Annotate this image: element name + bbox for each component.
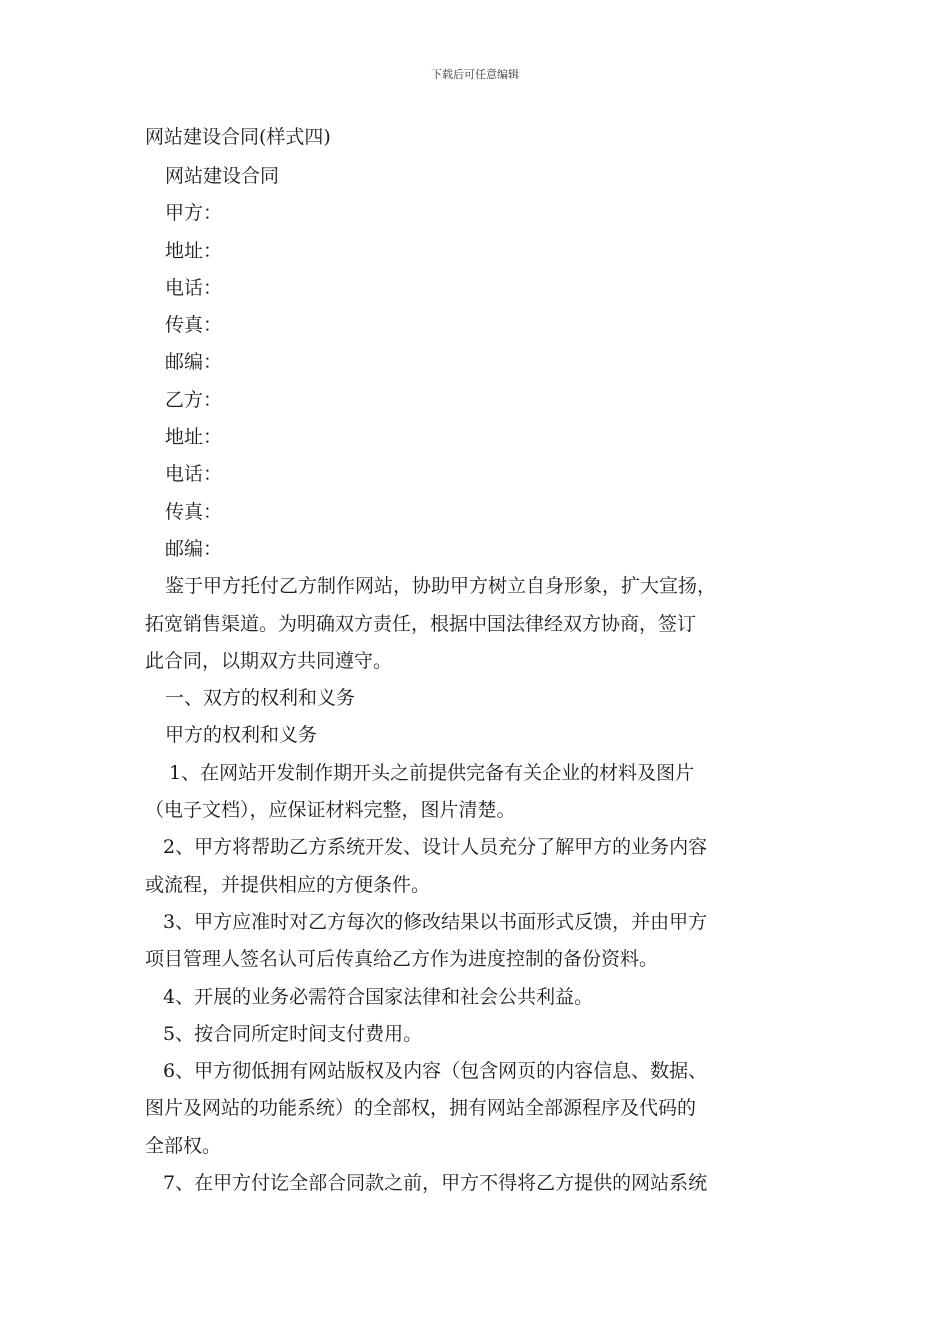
clause-2-line-1: 2、甲方将帮助乙方系统开发、设计人员充分了解甲方的业务内容	[163, 836, 708, 859]
clause-6-line-3: 全部权。	[145, 1134, 222, 1157]
party-a-postcode: 邮编：	[165, 351, 223, 374]
clause-3-line-2: 项目管理人签名认可后传真给乙方作为进度控制的备份资料。	[145, 948, 659, 971]
preamble-line-3: 此合同，以期双方共同遵守。	[145, 649, 393, 672]
section-heading: 一、双方的权利和义务	[165, 687, 356, 710]
clause-1-line-2: （电子文档），应保证材料完整，图片清楚。	[145, 799, 516, 822]
party-b-address: 地址：	[165, 426, 223, 449]
contract-heading: 网站建设合同	[165, 165, 280, 187]
clause-6-line-2: 图片及网站的功能系统）的全部权，拥有网站全部源程序及代码的	[145, 1097, 697, 1120]
document-title: 网站建设合同(样式四)	[145, 126, 331, 148]
clause-7-line-1: 7、在甲方付讫全部合同款之前，甲方不得将乙方提供的网站系统	[163, 1172, 708, 1195]
clause-4: 4、开展的业务必需符合国家法律和社会公共利益。	[163, 985, 594, 1008]
party-a-fax: 传真：	[165, 314, 223, 337]
party-b-postcode: 邮编：	[165, 537, 223, 560]
clause-1-line-1: 1、在网站开发制作期开头之前提供完备有关企业的材料及图片	[169, 761, 695, 784]
clause-3-line-1: 3、甲方应准时对乙方每次的修改结果以书面形式反馈，并由甲方	[163, 910, 708, 933]
party-a-label: 甲方：	[165, 202, 223, 225]
document-body	[145, 158, 835, 1202]
party-b-phone: 电话：	[165, 463, 223, 486]
clause-5: 5、按合同所定时间支付费用。	[163, 1022, 423, 1045]
preamble-line-1: 鉴于甲方托付乙方制作网站，协助甲方树立自身形象，扩大宣扬，	[165, 575, 717, 598]
party-b-fax: 传真：	[165, 500, 223, 523]
clause-6-line-1: 6、甲方彻低拥有网站版权及内容（包含网页的内容信息、数据、	[163, 1060, 708, 1083]
party-a-phone: 电话：	[165, 276, 223, 299]
header-note: 下载后可任意编辑	[431, 68, 519, 81]
preamble-line-2: 拓宽销售渠道。为明确双方责任，根据中国法律经双方协商，签订	[145, 612, 697, 635]
clause-2-line-2: 或流程，并提供相应的方便条件。	[145, 873, 431, 896]
subsection-heading: 甲方的权利和义务	[165, 724, 318, 747]
party-a-address: 地址：	[165, 239, 223, 262]
party-b-label: 乙方：	[165, 388, 223, 411]
